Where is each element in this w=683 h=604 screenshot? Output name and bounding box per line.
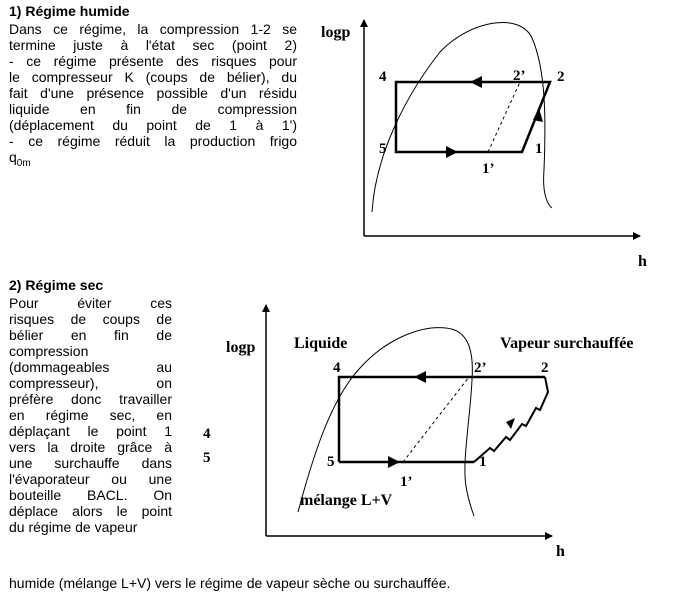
text-line: préfère donc travailler [9, 391, 172, 407]
point-4: 4 [379, 69, 387, 85]
saturation-curve [372, 22, 552, 212]
point-2: 2 [541, 360, 549, 376]
point-5: 5 [327, 454, 335, 470]
stray-label-4: 4 [203, 426, 211, 442]
section2-title: 2) Régime sec [9, 277, 104, 293]
point-2-prime: 2’ [513, 68, 526, 84]
cycle-outline [396, 82, 550, 152]
dashed-1p-2p [488, 82, 520, 152]
saturation-curve [298, 328, 474, 516]
point-1-prime: 1’ [482, 161, 495, 177]
region-vapor-label: Vapeur surchauffée [500, 335, 634, 352]
q-symbol: q [9, 149, 17, 165]
text-line: termine juste à l'état sec (point 2) [9, 37, 297, 53]
text-line: déplace alors le point [9, 503, 172, 519]
text-line: (dommageables au [9, 359, 172, 375]
diagram1 [321, 20, 647, 270]
region-mix-label: mélange L+V [300, 492, 393, 509]
text-line: liquide en fin de compression [9, 101, 297, 117]
text-line: compresseur), on [9, 375, 172, 391]
arrow-compression [533, 108, 543, 122]
point-5: 5 [379, 141, 387, 157]
text-line: risques de coups de [9, 311, 172, 327]
point-1: 1 [535, 141, 543, 157]
text-line: une surchauffe dans [9, 455, 172, 471]
y-axis-label: logp [321, 24, 351, 41]
region-liquid-label: Liquide [294, 335, 348, 352]
diagram2 [226, 305, 634, 560]
text-line: fait d'une présence possible d'un résidu [9, 85, 297, 101]
x-axis-label: h [638, 253, 647, 270]
point-1: 1 [479, 454, 487, 470]
text-line: bouteille BACL. On [9, 487, 172, 503]
compression-curve [474, 377, 548, 462]
text-line: l'évaporateur ou une [9, 471, 172, 487]
text-line: Pour éviter ces [9, 295, 172, 311]
text-line: en régime sec, en [9, 407, 172, 423]
text-line: déplaçant le point 1 [9, 423, 172, 439]
text-line: (déplacement du point de 1 à 1') [9, 117, 297, 133]
text-line: bélier en fin de [9, 327, 172, 343]
text-line: compression [9, 343, 89, 359]
text-line: le compresseur K (coups de bélier), du [9, 69, 297, 85]
stray-label-5: 5 [203, 450, 211, 466]
text-line: - ce régime réduit la production frigo [9, 133, 297, 149]
text-line: Dans ce régime, la compression 1-2 se [9, 21, 297, 37]
y-axis-label: logp [226, 339, 256, 356]
dashed-1p-2p [403, 377, 469, 462]
text-line: du régime de vapeur [9, 519, 138, 535]
point-1-prime: 1’ [400, 474, 413, 490]
point-2: 2 [557, 69, 565, 85]
text-line: vers la droite grâce à [9, 439, 172, 455]
point-2-prime: 2’ [474, 360, 487, 376]
arrow-evaporation [446, 146, 458, 158]
arrow-condensation [470, 76, 482, 88]
arrow-evaporation [388, 456, 400, 468]
x-axis-label: h [556, 543, 565, 560]
arrow-condensation [414, 371, 426, 383]
section2-last-line: humide (mélange L+V) vers le régime de vapeur sèche ou surchauffée. [9, 575, 451, 591]
text-line: - ce régime présente des risques pour [9, 53, 297, 69]
arrow-compression [506, 418, 515, 429]
point-4: 4 [333, 360, 341, 376]
section1-title: 1) Régime humide [9, 3, 130, 19]
q-subscript: 0m [16, 157, 31, 169]
